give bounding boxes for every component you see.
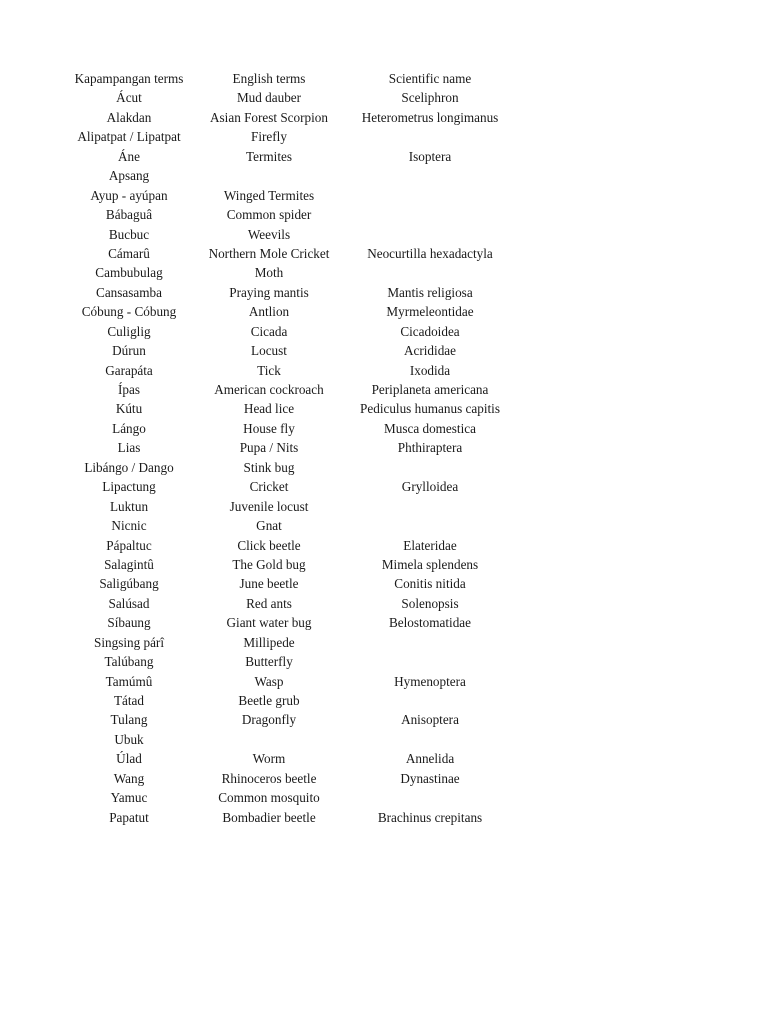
cell-scientific: Sceliphron (401, 90, 459, 106)
cell-english: Pupa / Nits (239, 440, 299, 456)
cell-kapampangan: Áne (118, 148, 140, 164)
table-row (0, 555, 768, 574)
cell-scientific: Elateridae (403, 537, 457, 553)
cell-kapampangan: Ípas (118, 382, 140, 397)
table-row (0, 672, 768, 691)
cell-kapampangan: Alipatpat / Lipatpat (77, 129, 181, 145)
cell-kapampangan: Bucbuc (108, 226, 150, 242)
cell-kapampangan: Ácut (116, 90, 142, 106)
cell-english: Locust (251, 343, 287, 359)
cell-kapampangan: Cambubulag (95, 265, 163, 281)
table-row (0, 710, 768, 729)
cell-kapampangan: Ubuk (114, 731, 144, 747)
cell-kapampangan: Tamúmû (105, 673, 153, 689)
table-row (0, 341, 768, 360)
table-row (0, 808, 768, 827)
table-row (0, 769, 768, 788)
cell-scientific: Pediculus humanus capitis (360, 401, 500, 417)
cell-english: Termites (246, 148, 292, 164)
cell-kapampangan: Pápaltuc (106, 537, 152, 553)
table-row (0, 322, 768, 341)
cell-english: Cricket (249, 479, 289, 495)
table-row (0, 730, 768, 749)
header-kapampangan: Kapampangan terms (74, 71, 184, 86)
cell-english: Dragonfly (241, 712, 297, 728)
cell-kapampangan: Yamuc (110, 790, 148, 806)
table-body (0, 88, 768, 827)
cell-english: Worm (252, 751, 286, 767)
cell-kapampangan: Lipactung (102, 479, 156, 495)
table-row (0, 283, 768, 302)
cell-kapampangan: Wang (113, 770, 145, 786)
cell-scientific: Brachinus crepitans (377, 809, 483, 825)
cell-english: Common mosquito (218, 790, 320, 806)
table-row (0, 302, 768, 321)
cell-scientific: Heterometrus longimanus (361, 109, 499, 125)
cell-english: Stink bug (243, 459, 295, 475)
cell-kapampangan: Apsang (108, 168, 150, 184)
table-row (0, 361, 768, 380)
cell-kapampangan: Papatut (109, 809, 149, 825)
table-row (0, 205, 768, 224)
cell-english: Firefly (251, 129, 287, 145)
cell-english: Mud dauber (236, 90, 302, 106)
cell-kapampangan: Garapáta (105, 362, 153, 378)
table-row (0, 419, 768, 438)
cell-english: Click beetle (237, 537, 301, 553)
cell-kapampangan: Síbaung (107, 615, 151, 631)
cell-english: House fly (243, 420, 295, 436)
cell-kapampangan: Luktun (109, 498, 149, 514)
cell-scientific: Ixodida (409, 362, 451, 378)
cell-kapampangan: Saligúbang (99, 576, 159, 592)
cell-english: Millipede (243, 634, 295, 650)
cell-english: Weevils (247, 226, 291, 242)
cell-english: Gnat (256, 518, 282, 534)
cell-scientific: Belostomatidae (388, 615, 472, 631)
cell-english: Rhinoceros beetle (221, 770, 317, 786)
cell-kapampangan: Salúsad (108, 595, 150, 611)
cell-scientific: Mantis religiosa (387, 284, 473, 300)
table-row (0, 438, 768, 457)
cell-english: Praying mantis (229, 284, 309, 300)
table-row (0, 633, 768, 652)
cell-english: Juvenile locust (229, 498, 309, 514)
table-row (0, 186, 768, 205)
cell-english: Winged Termites (223, 187, 315, 203)
cell-kapampangan: Alakdan (106, 109, 152, 125)
cell-kapampangan: Kútu (115, 401, 143, 417)
cell-english: Tick (257, 362, 281, 378)
cell-kapampangan: Cóbung - Cóbung (81, 304, 177, 320)
table-row (0, 788, 768, 807)
cell-kapampangan: Culiglig (107, 323, 151, 339)
cell-scientific: Dynastinae (400, 770, 460, 786)
table-row (0, 574, 768, 593)
cell-english: Head lice (243, 401, 295, 417)
table-row (0, 652, 768, 671)
cell-kapampangan: Bábaguâ (105, 207, 153, 223)
table-row (0, 88, 768, 107)
cell-english: Beetle grub (238, 693, 300, 708)
cell-scientific: Neocurtilla hexadactyla (367, 245, 493, 261)
cell-kapampangan: Salagintû (104, 556, 154, 572)
table-row (0, 749, 768, 768)
cell-english: Wasp (254, 673, 284, 689)
cell-english: Asian Forest Scorpion (210, 109, 328, 125)
table-header-row (0, 69, 768, 88)
cell-kapampangan: Ayup - ayúpan (90, 187, 168, 203)
cell-kapampangan: Cámarû (108, 245, 150, 261)
cell-english: Common spider (226, 207, 312, 223)
cell-kapampangan: Lángo (112, 420, 146, 436)
cell-kapampangan: Tátad (113, 693, 145, 708)
cell-scientific: Musca domestica (384, 420, 476, 436)
cell-kapampangan: Tulang (110, 712, 148, 728)
cell-english: Antlion (248, 304, 290, 320)
table-row (0, 108, 768, 127)
table-row (0, 613, 768, 632)
cell-scientific: Acrididae (404, 343, 456, 359)
cell-scientific: Isoptera (408, 148, 452, 164)
cell-english: Bombadier beetle (222, 809, 316, 825)
cell-english: American cockroach (214, 382, 324, 397)
cell-kapampangan: Nicnic (111, 518, 147, 534)
table-row (0, 477, 768, 496)
cell-kapampangan: Talúbang (104, 654, 154, 670)
cell-scientific: Hymenoptera (394, 673, 466, 689)
cell-kapampangan: Úlad (116, 751, 142, 767)
cell-english: Cicada (250, 323, 288, 339)
cell-kapampangan: Cansasamba (96, 284, 162, 300)
table-row (0, 458, 768, 477)
cell-scientific: Annelida (405, 751, 455, 767)
table-row (0, 263, 768, 282)
cell-scientific: Anisoptera (401, 712, 459, 728)
table-row (0, 691, 768, 710)
cell-english: The Gold bug (232, 556, 306, 572)
table-row (0, 166, 768, 185)
table-row (0, 516, 768, 535)
table-row (0, 380, 768, 399)
table-row (0, 127, 768, 146)
cell-english: Butterfly (245, 654, 293, 670)
cell-scientific: Myrmeleontidae (386, 304, 474, 320)
cell-english: June beetle (239, 576, 299, 592)
cell-english: Red ants (246, 595, 292, 611)
table-row (0, 536, 768, 555)
cell-english: Giant water bug (226, 615, 312, 631)
table-row (0, 497, 768, 516)
table-row (0, 147, 768, 166)
cell-english: Moth (254, 265, 284, 281)
cell-scientific: Grylloidea (401, 479, 459, 495)
cell-scientific: Conitis nitida (394, 576, 466, 592)
header-scientific: Scientific name (388, 71, 472, 86)
header-english: English terms (232, 71, 306, 86)
table-row (0, 244, 768, 263)
cell-kapampangan: Dúrun (112, 343, 146, 359)
cell-kapampangan: Libángo / Dango (84, 459, 174, 475)
cell-scientific: Cicadoidea (400, 323, 460, 339)
cell-kapampangan: Lias (117, 440, 141, 456)
cell-scientific: Solenopsis (401, 595, 459, 611)
table-row (0, 399, 768, 418)
table-row (0, 225, 768, 244)
cell-english: Northern Mole Cricket (208, 245, 330, 261)
insect-terms-table (0, 69, 768, 827)
table-row (0, 594, 768, 613)
cell-scientific: Periplaneta americana (371, 382, 489, 397)
cell-scientific: Mimela splendens (381, 556, 479, 572)
cell-kapampangan: Singsing párî (94, 634, 164, 650)
cell-scientific: Phthiraptera (397, 440, 463, 456)
